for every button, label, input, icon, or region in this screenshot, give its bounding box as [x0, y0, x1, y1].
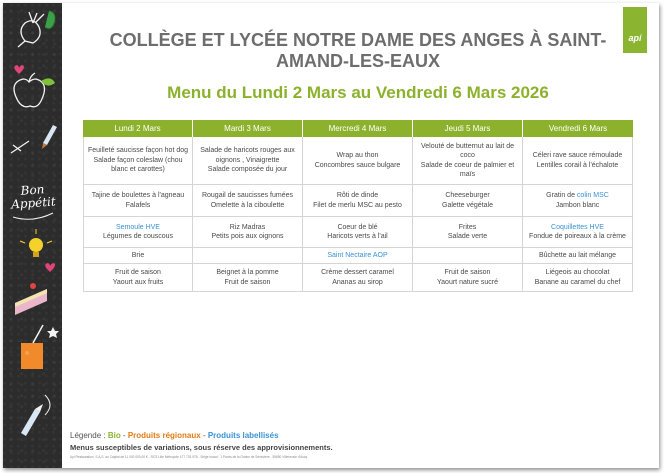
labelled-product: Saint Nectaire AOP: [327, 251, 388, 259]
star-icon: [47, 327, 59, 338]
menu-cell: [83, 248, 193, 263]
dish-prefix: Gratin de: [546, 192, 577, 199]
chalkboard-sidebar: [3, 3, 62, 468]
drink-icon: [21, 325, 43, 369]
dish: Cheeseburger: [445, 192, 490, 199]
dish: Coeur de blé: [337, 223, 378, 231]
day-header: Mercredi 4 Mars: [303, 120, 413, 137]
dish: Fondue de poireaux à la crème: [529, 233, 626, 240]
dish: Frites: [458, 223, 477, 231]
dish: Ananas au sirop: [332, 278, 383, 286]
menu-cell: [303, 264, 413, 291]
legend-label: Légende :: [70, 431, 108, 440]
dish: Feuilleté saucisse façon hot dog: [88, 147, 189, 155]
chalk-swirl: [45, 395, 50, 415]
dish: Haricots verts à l'ail: [327, 233, 388, 240]
dish: Céleri rave sauce rémoulade: [532, 152, 623, 159]
day-header: Mardi 3 Mars: [193, 120, 303, 137]
labelled-product: Semoule HVE: [116, 223, 160, 231]
legend-separator: -: [200, 431, 208, 440]
menu-page: [3, 3, 659, 468]
table-row-desserts: [83, 264, 633, 292]
dish: Salade composée du jour: [207, 166, 288, 174]
menu-cell: [413, 137, 523, 184]
labelled-product: colin MSC: [576, 192, 609, 199]
menu-cell: [523, 217, 633, 247]
legend-bio: Bio: [107, 431, 121, 440]
dish: Omelette à la ciboulette: [210, 201, 285, 209]
menu-cell: [523, 248, 633, 263]
menu-cell: [193, 185, 303, 216]
dish: Jambon blanc: [555, 201, 600, 209]
pencil-icon: [21, 404, 43, 436]
legend-labelled: Produits labellisés: [207, 431, 279, 440]
heart-icon: [45, 263, 55, 272]
light-bulb-icon: [20, 229, 52, 257]
table-row-mains: [83, 185, 633, 217]
dish: Concombres sauce bulgare: [314, 161, 401, 169]
dish: Filet de merlu MSC au pesto: [313, 201, 402, 209]
menu-header-row: [83, 120, 633, 137]
day-header: Vendredi 6 Mars: [548, 124, 608, 133]
dish: Falafels: [125, 201, 151, 209]
fine-print: Api Restauration, S.A.S. au Capital de 11 000 000,00 € - RCS Lille Métropole 477 733 978 - Siège social : 1 Parvis de la Graine de Sénéviere - 59650 Villeneuve d'Ascq: [70, 455, 308, 459]
menu-cell: [523, 185, 633, 216]
menu-cell: [193, 137, 303, 184]
menu-table: [83, 120, 633, 292]
menu-cell: [303, 248, 413, 263]
beet-icon: [18, 12, 44, 47]
dish: Lentilles corail à l'échalote: [536, 161, 619, 169]
dish: Riz Madras: [229, 223, 266, 231]
dish: [527, 191, 628, 201]
menu-cell: [193, 264, 303, 291]
dish: Velouté de butternut au lait de coco: [420, 142, 515, 159]
menu-date-range: Menu du Lundi 2 Mars au Vendredi 6 Mars 2026: [167, 83, 549, 102]
dish: Galette végétale: [442, 201, 493, 209]
apple-icon: [14, 73, 45, 107]
dish: Fruit de saison: [115, 269, 161, 276]
day-header: Jeudi 5 Mars: [413, 120, 523, 137]
page-title: COLLÈGE ET LYCÉE NOTRE DAME DES ANGES À SAINT-AMAND-LES-EAUX: [109, 30, 607, 71]
api-logo-text: api: [628, 33, 642, 43]
menu-cell: [83, 185, 193, 216]
menu-cell: [193, 217, 303, 247]
menu-cell: [413, 217, 523, 247]
dish: Fruit de saison: [224, 278, 271, 286]
dish: Banane au caramel du chef: [534, 278, 621, 286]
table-row-cheese: [83, 248, 633, 264]
cake-icon: [15, 283, 47, 315]
bon-appetit-line1: Bon: [20, 182, 45, 198]
menu-cell: [303, 185, 413, 216]
table-row-starters: [83, 137, 633, 185]
labelled-product: Coquillettes HVE: [551, 223, 604, 231]
dish: Salade façon coleslaw (chou blanc et carottes): [93, 156, 183, 174]
table-row-sides: [83, 217, 633, 248]
dish: Salade de coeur de palmier et maïs: [420, 161, 515, 178]
dish: Légumes de couscous: [102, 233, 174, 240]
heart-icon: [14, 65, 24, 74]
cutlery-icon: [11, 141, 29, 153]
availability-note: Menus susceptibles de variations, sous réserve des approvisionnements.: [70, 443, 333, 452]
menu-cell: [523, 264, 633, 291]
dish: Rougail de saucisses fumées: [201, 192, 294, 199]
dish: Beignet à la pomme: [216, 269, 279, 276]
menu-cell: [193, 248, 303, 263]
dish: Tajine de boulettes à l'agneau: [91, 192, 185, 199]
legend-separator: -: [120, 431, 128, 440]
pencil-icon: [42, 125, 57, 149]
bon-appetit-line2: Appétit: [10, 194, 57, 212]
menu-cell: [83, 264, 193, 291]
day-header: Lundi 2 Mars: [83, 120, 193, 137]
menu-cell: [303, 137, 413, 184]
legend: [70, 431, 279, 440]
dish: Yaourt aux fruits: [112, 278, 164, 286]
dish: Salade verte: [447, 233, 488, 240]
menu-cell: [83, 137, 193, 184]
dish: Bûchette au lait mélange: [538, 251, 617, 259]
dish: Wrap au thon: [336, 152, 379, 159]
dish: Liégeois au chocolat: [545, 269, 610, 276]
dish: Brie: [131, 251, 145, 259]
menu-cell: [413, 248, 523, 263]
pepper-icon: [45, 11, 55, 28]
dish: Rôti de dinde: [336, 192, 379, 199]
menu-cell: [83, 217, 193, 247]
dish: Salade de haricots rouges aux oignons , Vinaigrette: [200, 147, 295, 164]
menu-cell: [523, 137, 633, 184]
legend-regional: Produits régionaux: [127, 431, 201, 440]
bon-appetit-text: [7, 182, 59, 211]
chalk-doodles: [3, 3, 62, 468]
menu-cell: [413, 264, 523, 291]
dish: Yaourt nature sucré: [437, 278, 498, 286]
menu-cell: [303, 217, 413, 247]
dish: Crème dessert caramel: [321, 269, 394, 276]
dish: Petits pois aux oignons: [211, 233, 284, 240]
menu-cell: [413, 185, 523, 216]
dish: Fruit de saison: [444, 269, 491, 276]
